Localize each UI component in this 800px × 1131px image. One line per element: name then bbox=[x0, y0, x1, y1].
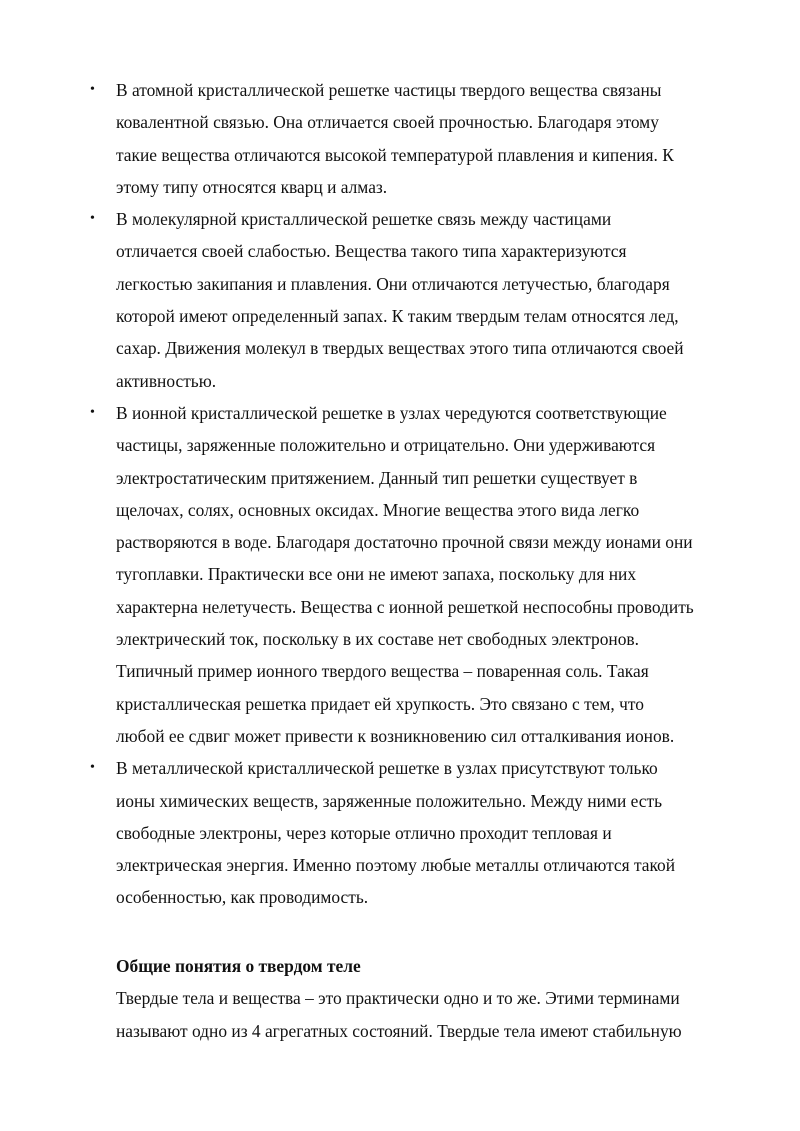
bullet-list bbox=[90, 74, 746, 914]
text-line: В ионной кристаллической решетке в узлах чередуются соответствующие bbox=[116, 402, 667, 423]
text-line: щелочах, солях, основных оксидах. Многие вещества этого вида легко bbox=[116, 499, 640, 520]
text-line: называют одно из 4 агрегатных состояний. Твердые тела имеют стабильную bbox=[116, 1020, 682, 1041]
text-line: электростатическим притяжением. Данный тип решетки существует в bbox=[116, 467, 638, 488]
text-line: которой имеют определенный запах. К таким твердым телам относятся лед, bbox=[116, 306, 679, 327]
bullet-item bbox=[90, 74, 746, 203]
bullet-dot-icon: • bbox=[90, 404, 95, 420]
bullet-item bbox=[90, 397, 746, 752]
bullet-dot-icon: • bbox=[90, 82, 95, 97]
section-solid-body bbox=[116, 950, 746, 1047]
text-line: Типичный пример ионного твердого вещества – поваренная соль. Такая bbox=[116, 661, 649, 682]
section-paragraph bbox=[116, 982, 746, 1047]
text-line: растворяются в воде. Благодаря достаточно прочной связи между ионами они bbox=[116, 532, 693, 553]
text-line: частицы, заряженные положительно и отрицательно. Они удерживаются bbox=[116, 435, 656, 456]
text-line: легкостью закипания и плавления. Они отличаются летучестью, благодаря bbox=[116, 273, 670, 294]
text-line: этому типу относятся кварц и алмаз. bbox=[116, 176, 388, 197]
text-line: электрическая энергия. Именно поэтому любые металлы отличаются такой bbox=[116, 855, 676, 876]
bullet-item bbox=[90, 752, 746, 913]
text-line: ковалентной связью. Она отличается своей прочностью. Благодаря этому bbox=[116, 112, 659, 133]
text-line: электрический ток, поскольку в их составе нет свободных электронов. bbox=[116, 629, 639, 650]
text-line: В металлической кристаллической решетке в узлах присутствуют только bbox=[116, 758, 658, 779]
bullet-dot-icon: • bbox=[90, 760, 95, 776]
bullet-dot-icon: • bbox=[90, 211, 95, 227]
text-line: ионы химических веществ, заряженные положительно. Между ними есть bbox=[116, 790, 663, 811]
text-line: характерна нелетучесть. Вещества с ионной решеткой неспособны проводить bbox=[116, 596, 694, 617]
text-line: такие вещества отличаются высокой температурой плавления и кипения. К bbox=[116, 144, 674, 165]
bullet-item bbox=[90, 203, 746, 397]
text-line: В молекулярной кристаллической решетке связь между частицами bbox=[116, 209, 612, 230]
text-line: любой ее сдвиг может привести к возникновению сил отталкивания ионов. bbox=[116, 725, 675, 746]
text-line: отличается своей слабостью. Вещества такого типа характеризуются bbox=[116, 241, 627, 262]
text-line: активностью. bbox=[116, 370, 217, 391]
text-line: кристаллическая решетка придает ей хрупкость. Это связано с тем, что bbox=[116, 693, 644, 714]
text-line: особенностью, как проводимость. bbox=[116, 887, 369, 908]
text-line: Твердые тела и вещества – это практически одно и то же. Этими терминами bbox=[116, 988, 680, 1009]
section-heading: Общие понятия о твердом теле bbox=[116, 956, 361, 976]
text-line: свободные электроны, через которые отлично проходит тепловая и bbox=[116, 822, 612, 843]
text-line: сахар. Движения молекул в твердых веществах этого типа отличаются своей bbox=[116, 338, 684, 359]
text-line: тугоплавки. Практически все они не имеют запаха, поскольку для них bbox=[116, 564, 637, 585]
text-line: В атомной кристаллической решетке частицы твердого вещества связаны bbox=[116, 80, 662, 100]
